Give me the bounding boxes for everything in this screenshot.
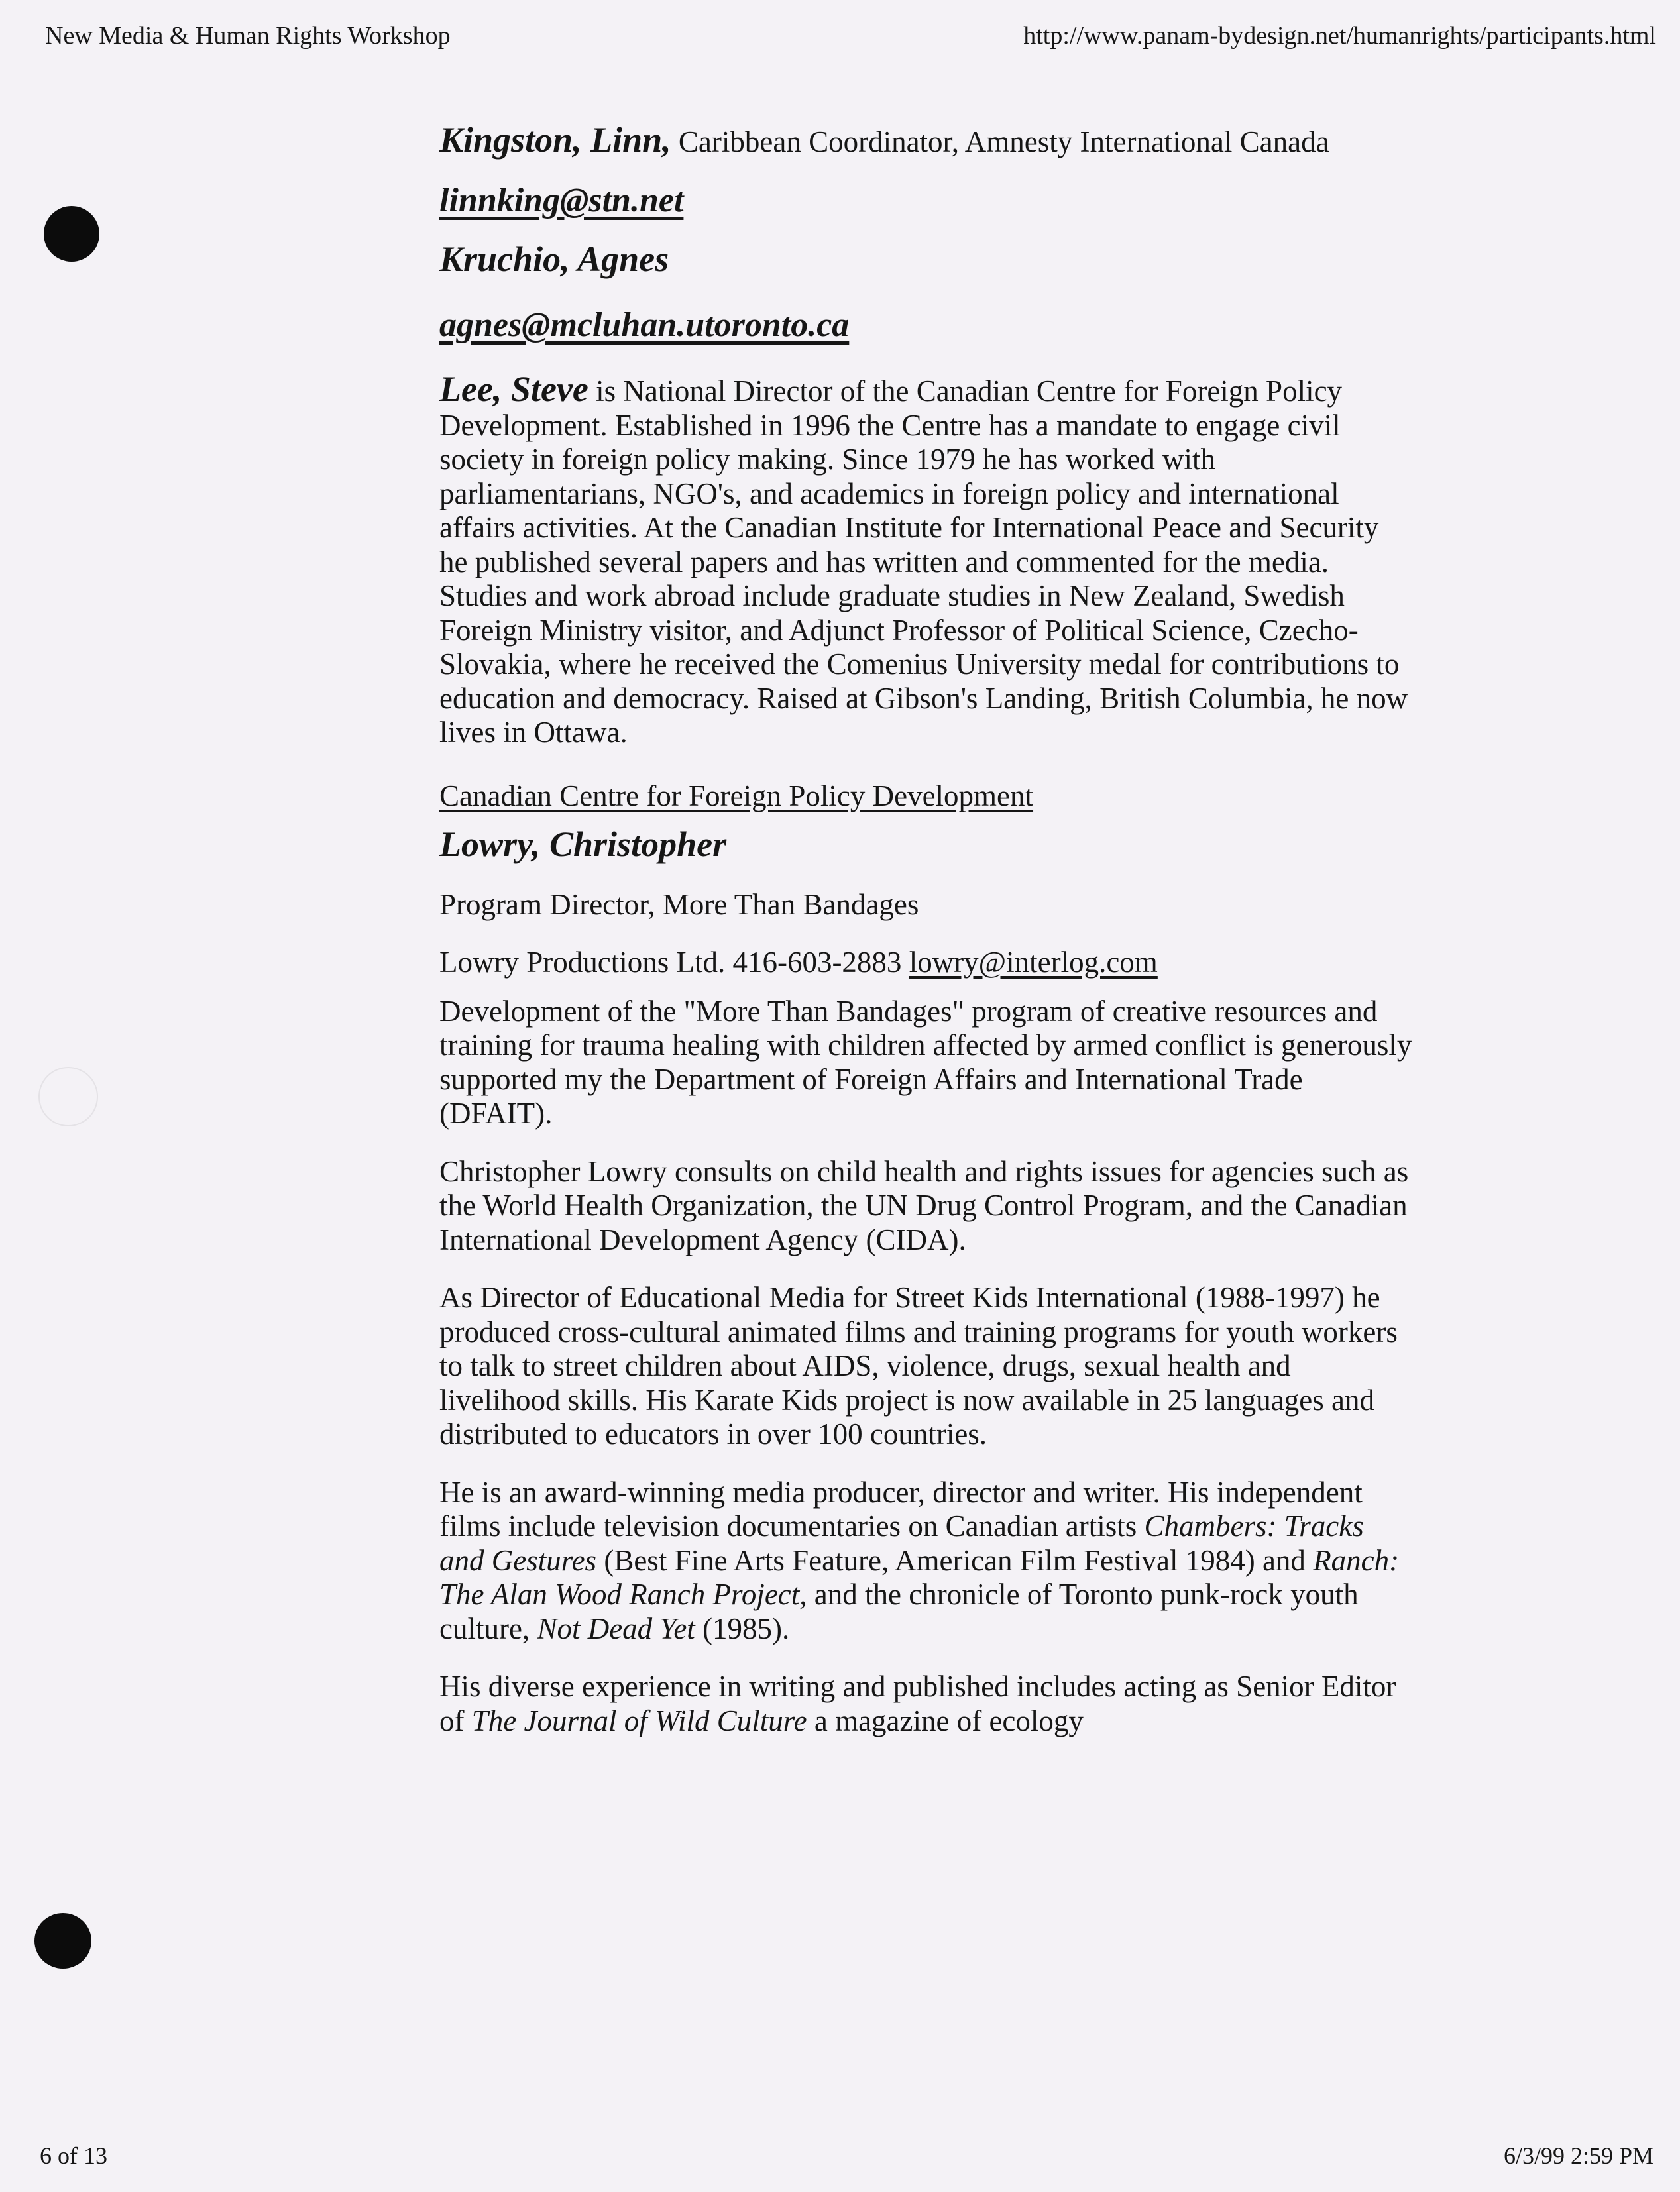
punch-hole (34, 1913, 91, 1969)
person-bio: is National Director of the Canadian Centre for Foreign Policy Development. Established in 1996 the Centre has a mandate to engage civil society in foreign policy making. Since 1979 he has worked with parliamentarians, NGO's, and academics in foreign policy and international affairs activities. At the Canadian Institute for International Peace and Security he published several papers and has written and commented for the media. Studies and work abroad include graduate studies in New Zealand, Swedish Foreign Ministry visitor, and Adjunct Professor of Political Science, Czecho-Slovakia, where he received the Comenius University medal for contributions to education and democracy. Raised at Gibson's Landing, British Columbia, he now lives in Ottawa. (439, 374, 1408, 749)
page-number: 6 of 13 (40, 2142, 107, 2169)
email-link[interactable]: linnking@stn.net (439, 181, 684, 219)
person-name: Kingston, Linn, (439, 120, 671, 160)
publication-title: The Journal of Wild Culture (471, 1704, 807, 1737)
email-link[interactable]: lowry@interlog.com (909, 946, 1158, 979)
entry-kruchio-email-row (439, 305, 1414, 344)
entry-lee-link-row (439, 779, 1414, 814)
entry-kruchio (439, 239, 1414, 279)
film-title: Ranch: The Alan Wood Ranch Project, (439, 1543, 1400, 1611)
text-run: He is an award-winning media producer, director and writer. His independent films include television documentaries on Canadian artists (439, 1475, 1363, 1543)
punch-hole (44, 206, 99, 262)
email-link[interactable]: agnes@mcluhan.utoronto.ca (439, 305, 850, 344)
bio-paragraph: As Director of Educational Media for Street Kids International (1988-1997) he produced cross-cultural animated films and training programs for youth workers to talk to street children about AIDS, violence, drugs, sexual health and livelihood skills. His Karate Kids project is now available in 25 languages and distributed to educators in over 100 countries. (439, 1281, 1398, 1451)
film-title: Not Dead Yet (537, 1612, 695, 1645)
bio-paragraph: Christopher Lowry consults on child health and rights issues for agencies such as the World Health Organization, the UN Drug Control Program, and the Canadian International Development Agency (CIDA). (439, 1154, 1409, 1256)
page-header-url: http://www.panam-bydesign.net/humanrights/participants.html (1023, 22, 1656, 50)
person-title: Caribbean Coordinator, Amnesty International Canada (671, 125, 1329, 158)
bio-paragraph (439, 1476, 1414, 1647)
bio-paragraph (439, 1670, 1414, 1738)
entry-lowry (439, 824, 1414, 864)
organization-link[interactable]: Canadian Centre for Foreign Policy Development (439, 779, 1034, 812)
print-datetime: 6/3/99 2:59 PM (1503, 2142, 1653, 2169)
text-run: (1985). (695, 1612, 790, 1645)
person-contact (439, 946, 1414, 980)
bio-paragraph: Development of the "More Than Bandages" program of creative resources and training for trauma healing with children affected by armed conflict is generously supported my the Department of Foreign Affairs and International Trade (DFAIT). (439, 994, 1412, 1130)
document-body (439, 120, 1414, 1738)
company-phone: Lowry Productions Ltd. 416-603-2883 (439, 946, 909, 979)
person-name: Lowry, Christopher (439, 824, 727, 864)
person-name: Lee, Steve (439, 369, 588, 409)
film-title: Chambers: Tracks and Gestures (439, 1509, 1364, 1577)
person-role: Program Director, More Than Bandages (439, 887, 919, 921)
entry-lee (439, 369, 1414, 750)
text-run: His diverse experience in writing and published includes acting as Senior Editor of (439, 1670, 1396, 1737)
entry-kingston-email-row (439, 181, 1414, 219)
text-run: and the chronicle of Toronto punk-rock youth culture, (439, 1578, 1359, 1645)
entry-kingston (439, 120, 1414, 160)
punch-hole-faint (38, 1067, 98, 1126)
person-name: Kruchio, Agnes (439, 239, 669, 279)
page-header-title: New Media & Human Rights Workshop (45, 22, 451, 50)
text-run: a magazine of ecology (807, 1704, 1084, 1737)
text-run: (Best Fine Arts Feature, American Film Festival 1984) and (596, 1543, 1314, 1577)
